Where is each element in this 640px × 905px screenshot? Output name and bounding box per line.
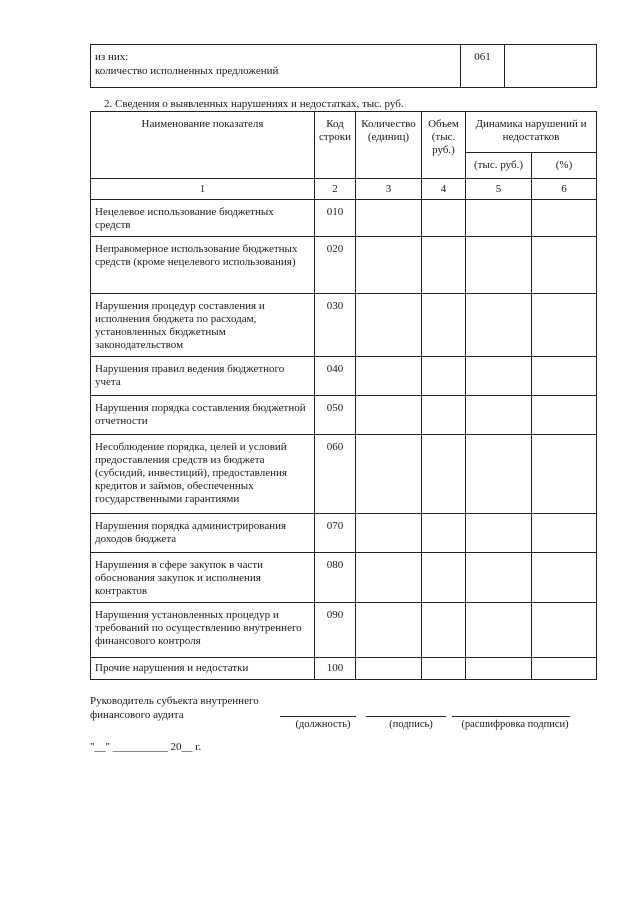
table-row bbox=[91, 514, 597, 553]
indicator-name: Нарушения порядка администрирования доходов бюджета bbox=[91, 514, 315, 553]
row-code: 090 bbox=[315, 603, 356, 658]
dyn-percent-cell bbox=[532, 658, 597, 680]
row-label-line1: из них: bbox=[95, 51, 129, 63]
indicator-name: Нарушения в сфере закупок в части обоснования закупок и исполнения контрактов bbox=[91, 553, 315, 603]
count-cell bbox=[356, 553, 422, 603]
dyn-percent-cell bbox=[532, 553, 597, 603]
row-code: 010 bbox=[315, 200, 356, 237]
violations-table bbox=[90, 111, 597, 680]
position-caption: (должность) bbox=[295, 719, 351, 730]
column-number: 5 bbox=[466, 179, 532, 200]
volume-cell bbox=[422, 200, 466, 237]
signature-line bbox=[366, 716, 446, 717]
column-number-row bbox=[91, 179, 597, 200]
table-row bbox=[91, 435, 597, 514]
column-number: 6 bbox=[532, 179, 597, 200]
header-row bbox=[91, 112, 597, 153]
count-cell bbox=[356, 603, 422, 658]
row-code: 061 bbox=[461, 45, 505, 88]
row-code: 030 bbox=[315, 294, 356, 357]
volume-cell bbox=[422, 514, 466, 553]
indicator-name: Нарушения процедур составления и исполнения бюджета по расходам, установленных бюджетным законодательством bbox=[91, 294, 315, 357]
table-row bbox=[91, 200, 597, 237]
volume-cell bbox=[422, 294, 466, 357]
indicator-name: Нарушения правил ведения бюджетного учета bbox=[91, 357, 315, 396]
table-row bbox=[91, 357, 597, 396]
row-code: 020 bbox=[315, 237, 356, 294]
dyn-thousand-cell bbox=[466, 237, 532, 294]
dyn-percent-cell bbox=[532, 237, 597, 294]
header-dyn-percent: (%) bbox=[532, 153, 597, 179]
column-number: 3 bbox=[356, 179, 422, 200]
column-number: 4 bbox=[422, 179, 466, 200]
indicator-name: Нарушения установленных процедур и требований по осуществлению внутреннего финансового контроля bbox=[91, 603, 315, 658]
row-code: 100 bbox=[315, 658, 356, 680]
dyn-thousand-cell bbox=[466, 435, 532, 514]
table-row bbox=[91, 237, 597, 294]
position-line bbox=[280, 716, 356, 717]
row-label-line2: количество исполненных предложений bbox=[95, 65, 279, 77]
decode-line bbox=[452, 716, 570, 717]
indicator-name: Нарушения порядка составления бюджетной отчетности bbox=[91, 396, 315, 435]
dyn-thousand-cell bbox=[466, 200, 532, 237]
volume-cell bbox=[422, 435, 466, 514]
count-cell bbox=[356, 435, 422, 514]
count-cell bbox=[356, 514, 422, 553]
table-row bbox=[91, 294, 597, 357]
volume-cell bbox=[422, 658, 466, 680]
header-code: Код строки bbox=[315, 112, 356, 179]
dyn-thousand-cell bbox=[466, 294, 532, 357]
table-row bbox=[91, 45, 597, 88]
dyn-percent-cell bbox=[532, 294, 597, 357]
table-row bbox=[91, 553, 597, 603]
dyn-thousand-cell bbox=[466, 396, 532, 435]
dyn-thousand-cell bbox=[466, 357, 532, 396]
section-title: 2. Сведения о выявленных нарушениях и недостатках, тыс. руб. bbox=[104, 98, 404, 110]
row-code: 040 bbox=[315, 357, 356, 396]
count-cell bbox=[356, 294, 422, 357]
indicator-name: Нецелевое использование бюджетных средств bbox=[91, 200, 315, 237]
volume-cell bbox=[422, 396, 466, 435]
value-cell bbox=[505, 45, 597, 88]
signature-caption: (подпись) bbox=[389, 719, 433, 730]
dyn-percent-cell bbox=[532, 357, 597, 396]
dyn-percent-cell bbox=[532, 603, 597, 658]
count-cell bbox=[356, 200, 422, 237]
table-row bbox=[91, 603, 597, 658]
date-line: "__" __________ 20__ г. bbox=[90, 741, 202, 753]
header-count: Количество (единиц) bbox=[356, 112, 422, 179]
dyn-thousand-cell bbox=[466, 658, 532, 680]
count-cell bbox=[356, 357, 422, 396]
header-dyn-thousand: (тыс. руб.) bbox=[466, 153, 532, 179]
top-summary-table bbox=[90, 44, 597, 88]
dyn-percent-cell bbox=[532, 396, 597, 435]
table-row bbox=[91, 396, 597, 435]
column-number: 2 bbox=[315, 179, 356, 200]
count-cell bbox=[356, 658, 422, 680]
dyn-thousand-cell bbox=[466, 603, 532, 658]
row-label bbox=[91, 45, 461, 88]
dyn-thousand-cell bbox=[466, 514, 532, 553]
header-volume: Объем (тыс. руб.) bbox=[422, 112, 466, 179]
row-code: 050 bbox=[315, 396, 356, 435]
decode-caption: (расшифровка подписи) bbox=[461, 719, 569, 730]
dyn-percent-cell bbox=[532, 435, 597, 514]
row-code: 080 bbox=[315, 553, 356, 603]
volume-cell bbox=[422, 553, 466, 603]
row-code: 060 bbox=[315, 435, 356, 514]
header-name: Наименование показателя bbox=[91, 112, 315, 179]
dyn-thousand-cell bbox=[466, 553, 532, 603]
column-number: 1 bbox=[91, 179, 315, 200]
indicator-name: Неправомерное использование бюджетных средств (кроме нецелевого использования) bbox=[91, 237, 315, 294]
head-label: Руководитель субъекта внутреннего финансового аудита bbox=[90, 695, 259, 721]
volume-cell bbox=[422, 603, 466, 658]
count-cell bbox=[356, 237, 422, 294]
indicator-name: Прочие нарушения и недостатки bbox=[91, 658, 315, 680]
dyn-percent-cell bbox=[532, 200, 597, 237]
table-row bbox=[91, 658, 597, 680]
volume-cell bbox=[422, 357, 466, 396]
indicator-name: Несоблюдение порядка, целей и условий предоставления средств из бюджета (субсидий, инвестиций), предоставления кредитов и займов, обеспеченных государственными гарантиями bbox=[91, 435, 315, 514]
dyn-percent-cell bbox=[532, 514, 597, 553]
header-dynamics: Динамика нарушений и недостатков bbox=[466, 112, 597, 153]
volume-cell bbox=[422, 237, 466, 294]
row-code: 070 bbox=[315, 514, 356, 553]
count-cell bbox=[356, 396, 422, 435]
